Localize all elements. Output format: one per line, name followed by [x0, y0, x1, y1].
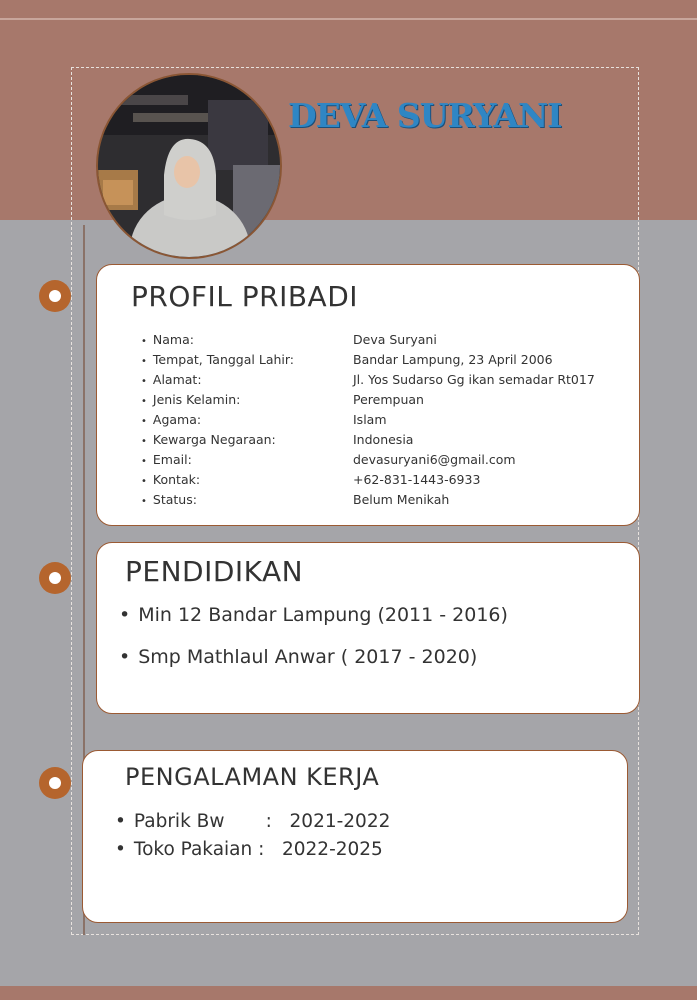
profile-row-value: +62-831-1443-6933 — [353, 471, 481, 487]
profile-row-value: Islam — [353, 411, 387, 427]
candidate-name: DEVA SURYANI — [288, 96, 562, 135]
profile-row — [141, 389, 621, 409]
work-item: • Pabrik Bw : 2021-2022 — [115, 811, 390, 832]
profile-row-value: Perempuan — [353, 391, 424, 407]
profile-row — [141, 469, 621, 489]
profile-row — [141, 429, 621, 449]
profile-row-label: • Tempat, Tanggal Lahir: — [141, 349, 353, 369]
portrait-photo-icon — [98, 75, 280, 257]
timeline-dot-profile — [39, 280, 71, 312]
profile-row-value: devasuryani6@gmail.com — [353, 451, 516, 467]
profile-row — [141, 489, 621, 509]
profile-card — [96, 264, 640, 526]
timeline-dot-education — [39, 562, 71, 594]
header-rule — [0, 18, 697, 20]
profile-row-label: • Email: — [141, 449, 353, 469]
education-item: • Smp Mathlaul Anwar ( 2017 - 2020) — [119, 646, 477, 668]
education-item: • Min 12 Bandar Lampung (2011 - 2016) — [119, 604, 508, 626]
profile-row-value: Belum Menikah — [353, 491, 450, 507]
work-title: PENGALAMAN KERJA — [125, 763, 380, 791]
profile-table — [141, 329, 621, 509]
profile-row-value: Deva Suryani — [353, 331, 437, 347]
profile-row — [141, 409, 621, 429]
timeline-dot-work — [39, 767, 71, 799]
profile-row-label: • Kontak: — [141, 469, 353, 489]
work-item: • Toko Pakaian : 2022-2025 — [115, 839, 383, 860]
profile-row-value: Indonesia — [353, 431, 414, 447]
profile-row-value: Jl. Yos Sudarso Gg ikan semadar Rt017 — [353, 371, 595, 387]
profile-row — [141, 369, 621, 389]
profile-row-label: • Alamat: — [141, 369, 353, 389]
education-card — [96, 542, 640, 714]
profile-row-label: • Agama: — [141, 409, 353, 429]
profile-row-label: • Status: — [141, 489, 353, 509]
profile-photo — [96, 73, 282, 259]
work-card — [82, 750, 628, 923]
education-title: PENDIDIKAN — [125, 555, 304, 588]
footer-band — [0, 986, 697, 1000]
profile-row — [141, 329, 621, 349]
profile-row — [141, 349, 621, 369]
profile-row-label: • Nama: — [141, 329, 353, 349]
profile-row — [141, 449, 621, 469]
profile-title: PROFIL PRIBADI — [131, 280, 359, 313]
profile-row-value: Bandar Lampung, 23 April 2006 — [353, 351, 553, 367]
profile-row-label: • Kewarga Negaraan: — [141, 429, 353, 449]
profile-row-label: • Jenis Kelamin: — [141, 389, 353, 409]
